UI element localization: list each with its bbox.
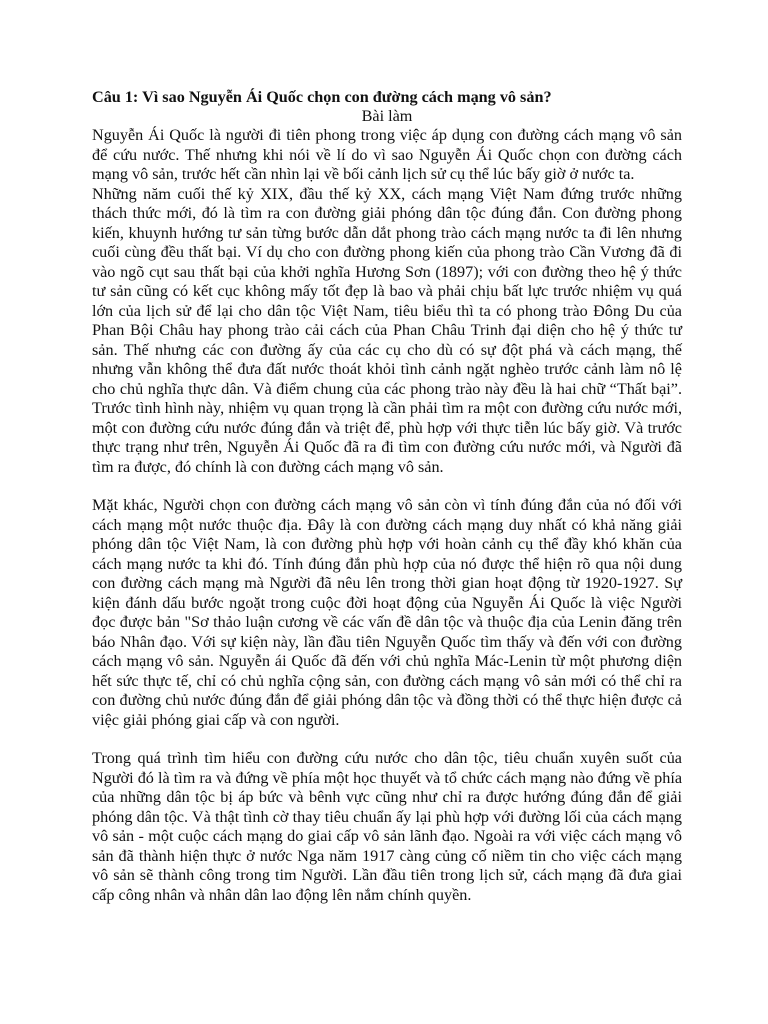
answer-heading: Bài làm bbox=[361, 107, 413, 125]
paragraph-intro: Nguyễn Ái Quốc là người đi tiên phong trong việc áp dụng con đường cách mạng vô sản để cứu nước. Thế nhưng khi nói về lí do vì sao Nguyễn Ái Quốc chọn con đường cách mạng vô sản, trước hết cần nhìn lại về bối cảnh lịch sử cụ thể lúc bấy giờ ở nước ta. bbox=[92, 126, 682, 183]
document-page bbox=[92, 88, 682, 905]
paragraph-correctness: Mặt khác, Người chọn con đường cách mạng vô sản còn vì tính đúng đắn của nó đối với cách mạng một nước thuộc địa. Đây là con đường cách mạng duy nhất có khả năng giải phóng dân tộc Việt Nam, là con đường phù hợp với hoàn cảnh cụ thể đầy khó khăn của cách mạng nước ta khi đó. Tính đúng đắn phù hợp của nó được thể hiện rõ qua nội dung con đường cách mạng mà Người đã nêu lên trong thời gian hoạt động từ 1920-1927. Sự kiện đánh dấu bước ngoặt trong cuộc đời hoạt động của Nguyễn Ái Quốc là việc Người đọc được bản "Sơ thảo luận cương về các vấn đề dân tộc và thuộc địa của Lenin đăng trên báo Nhân đạo. Với sự kiện này, lần đầu tiên Nguyễn Quốc tìm thấy và đến với con đường cách mạng vô sản. Nguyễn ái Quốc đã đến với chủ nghĩa Mác-Lenin từ một phương diện hết sức thực tế, chỉ có chủ nghĩa cộng sản, con đường cách mạng vô sản mới có thể chỉ ra con đường chủ nước đúng đắn để giải phóng dân tộc và đồng thời có thể thực hiện được cả việc giải phóng giai cấp và con người. bbox=[92, 496, 682, 729]
question-title: Câu 1: Vì sao Nguyễn Ái Quốc chọn con đường cách mạng vô sản? bbox=[92, 88, 552, 106]
paragraph-gap bbox=[92, 730, 682, 749]
paragraph-criteria: Trong quá trình tìm hiểu con đường cứu nước cho dân tộc, tiêu chuẩn xuyên suốt của Người đó là tìm ra và đứng về phía một học thuyết và tổ chức cách mạng nào đứng về phía của những dân tộc bị áp bức và bênh vực cũng như chỉ ra được hướng đúng đắn để giải phóng dân tộc. Và thật tình cờ thay tiêu chuẩn ấy lại phù hợp với đường lối của cách mạng vô sản - một cuộc cách mạng do giai cấp vô sản lãnh đạo. Ngoài ra với việc cách mạng vô sản đã thành hiện thực ở nước Nga năm 1917 càng củng cố niềm tin cho việc cách mạng vô sản sẽ thành công trong tim Người. Lần đầu tiên trong lịch sử, cách mạng đã đưa giai cấp công nhân và nhân dân lao động lên nắm chính quyền. bbox=[92, 749, 682, 904]
paragraph-historical-context: Những năm cuối thế kỷ XIX, đầu thế kỷ XX, cách mạng Việt Nam đứng trước những thách thức mới, đó là tìm ra con đường giải phóng dân tộc đúng đắn. Con đường phong kiến, khuynh hướng tư sản từng bước dẫn dắt phong trào cách mạng nước ta đi lên nhưng cuối cùng đều thất bại. Ví dụ cho con đường phong kiến của phong trào Cần Vương đã đi vào ngõ cụt sau thất bại của khởi nghĩa Hương Sơn (1897); với con đường theo hệ ý thức tư sản cũng có kết cục không mấy tốt đẹp là bao và phải chịu bất lực trước nhiệm vụ quá lớn của lịch sử để lại cho dân tộc Việt Nam, tiêu biểu thì ta có phong trào Đông Du của Phan Bội Châu hay phong trào cải cách của Phan Châu Trinh đại diện cho hệ ý thức tư sản. Thế nhưng các con đường ấy của các cụ cho dù có sự đột phá và cách mạng, thế nhưng vẫn không thể đưa đất nước thoát khỏi tình cảnh ngặt nghèo trước cảnh làm nô lệ cho chủ nghĩa thực dân. Và điểm chung của các phong trào này đều là hai chữ “Thất bại”. Trước tình hình này, nhiệm vụ quan trọng là cần phải tìm ra một con đường cứu nước mới, một con đường cứu nước đúng đắn và triệt để, phù hợp với thực tiễn lúc bấy giờ. Và trước thực trạng như trên, Nguyễn Ái Quốc đã ra đi tìm con đường cứu nước mới, và Người đã tìm ra được, đó chính là con đường cách mạng vô sản. bbox=[92, 184, 682, 476]
paragraph-gap bbox=[92, 477, 682, 496]
